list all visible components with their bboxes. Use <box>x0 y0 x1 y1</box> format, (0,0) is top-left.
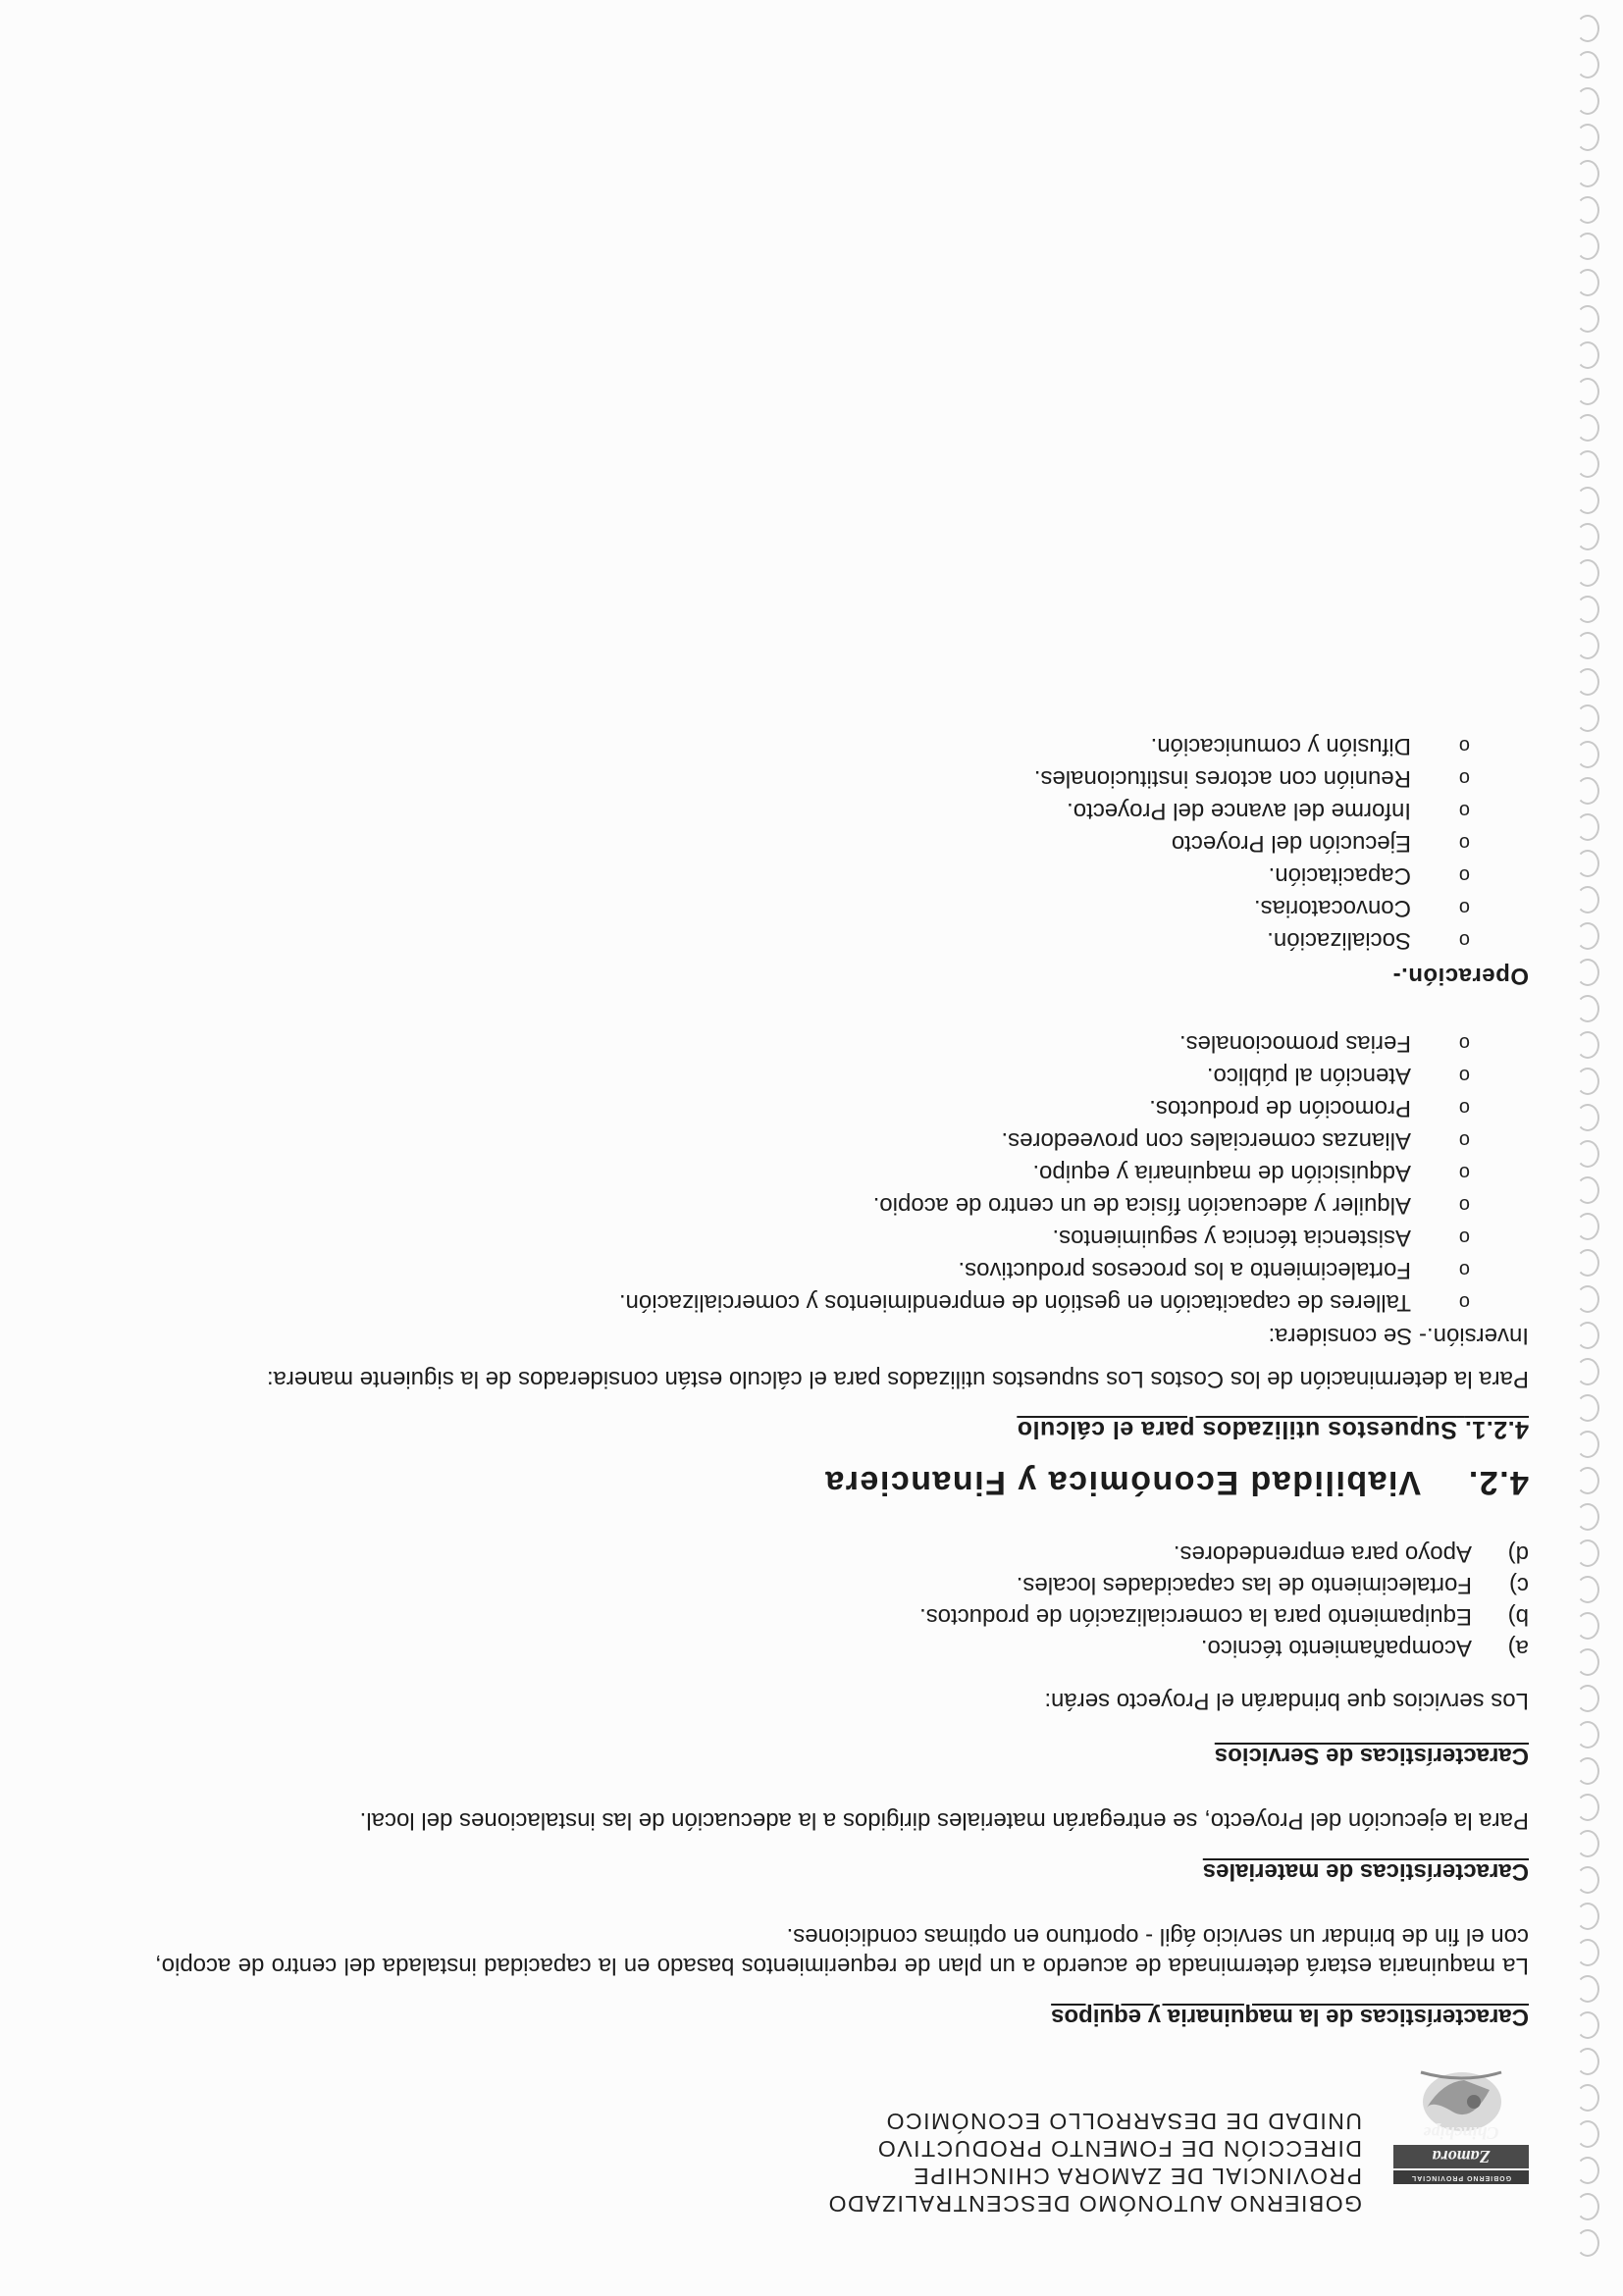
binding-ring <box>1576 1358 1599 1385</box>
maquinaria-heading: Características de la maquinaria y equipos <box>1051 2004 1529 2030</box>
list-item-text: Socialización. <box>1267 927 1411 954</box>
binding-ring <box>1576 378 1599 405</box>
binding-ring <box>1576 2084 1599 2112</box>
section-number: 4.2. <box>1467 1464 1529 1501</box>
list-item-text: Equipamiento para la comercialización de productos. <box>919 1603 1472 1630</box>
page-content <box>155 0 1529 2296</box>
binding-ring <box>1576 777 1599 805</box>
binding-ring <box>1576 51 1599 78</box>
binding-ring <box>1576 1140 1599 1168</box>
list-item <box>155 1158 1470 1187</box>
binding-ring <box>1576 2048 1599 2075</box>
list-item-text: Fortalecimiento de las capacidades locales. <box>1016 1572 1472 1598</box>
bullet-icon: o <box>1458 1226 1470 1248</box>
binding-ring <box>1576 704 1599 732</box>
bullet-icon: o <box>1458 1032 1470 1054</box>
list-item <box>155 1028 1470 1058</box>
list-item-label: d) <box>1507 1540 1529 1567</box>
list-item <box>155 925 1470 955</box>
binding-ring <box>1576 1431 1599 1458</box>
materiales-heading: Características de materiales <box>1202 1858 1529 1885</box>
list-item-text: Asistencia técnica y seguimientos. <box>1052 1225 1411 1251</box>
binding-ring <box>1576 2193 1599 2220</box>
list-item-text: Apoyo para emprendedores. <box>1173 1540 1472 1567</box>
binding-ring <box>1576 1794 1599 1821</box>
servicios-heading: Características de Servicios <box>1214 1743 1529 1769</box>
binding-ring <box>1576 487 1599 514</box>
binding-ring <box>1576 1648 1599 1676</box>
bullet-icon: o <box>1458 1065 1470 1086</box>
list-item <box>155 1601 1529 1631</box>
bullet-icon: o <box>1458 897 1470 918</box>
binding-ring <box>1576 1721 1599 1748</box>
inversion-label: Inversión.- Se considera: <box>1268 1323 1529 1349</box>
list-item-text: Ferias promocionales. <box>1178 1030 1411 1057</box>
letterhead-line: UNIDAD DE DESARROLLO ECONÓMICO <box>885 2109 1362 2134</box>
logo-name: Zamora Chinchipe <box>1393 2145 1529 2168</box>
list-item-text: Fortalecimiento a los procesos productivos. <box>958 1257 1411 1283</box>
binding-ring <box>1576 1757 1599 1785</box>
binding-ring <box>1576 1322 1599 1349</box>
list-item-text: Ejecución del Proyecto <box>1171 830 1411 857</box>
bullet-icon: o <box>1458 767 1470 789</box>
letterhead-text <box>548 2108 1362 2218</box>
binding-ring <box>1576 1176 1599 1204</box>
binding-ring <box>1576 559 1599 587</box>
binding-ring <box>1576 1249 1599 1277</box>
list-item-text: Reunión con actores institucionales. <box>1033 765 1411 792</box>
bullet-icon: o <box>1458 1291 1470 1313</box>
binding-ring <box>1576 1576 1599 1603</box>
bullet-icon: o <box>1458 1129 1470 1151</box>
list-item-text: Convocatorias. <box>1253 895 1411 921</box>
subsection-title-text: Supuestos utilizados para el cálculo <box>1017 1416 1457 1443</box>
list-item-text: Talleres de capacitación en gestión de emprendimientos y comercialización. <box>618 1289 1411 1316</box>
list-item-label: c) <box>1509 1572 1529 1598</box>
list-item <box>155 1190 1470 1220</box>
list-item <box>155 796 1470 825</box>
binding-ring <box>1576 1612 1599 1640</box>
list-item <box>155 763 1470 793</box>
binding-ring <box>1576 1866 1599 1894</box>
binding-ring <box>1576 523 1599 550</box>
letterhead-line: GOBIERNO AUTONÓMO DESCENTRALIZADO <box>827 2191 1362 2217</box>
binding-ring <box>1576 2011 1599 2039</box>
bullet-icon: o <box>1458 800 1470 821</box>
binding-ring <box>1576 15 1599 42</box>
list-item <box>155 828 1470 858</box>
binding-ring <box>1576 1467 1599 1494</box>
binding-ring <box>1576 450 1599 478</box>
binding-ring <box>1576 922 1599 950</box>
binding-ring <box>1576 2157 1599 2184</box>
binding-ring <box>1576 959 1599 986</box>
list-item <box>155 1223 1470 1252</box>
list-item-label: b) <box>1507 1603 1529 1630</box>
list-item-text: Acompañamiento técnico. <box>1200 1635 1472 1661</box>
binding-ring <box>1576 233 1599 260</box>
binding-ring <box>1576 850 1599 877</box>
binding-ring <box>1576 2229 1599 2257</box>
binding-ring <box>1576 1939 1599 1966</box>
bullet-icon: o <box>1458 1097 1470 1119</box>
binding-ring <box>1576 269 1599 296</box>
binding-ring <box>1576 196 1599 224</box>
bullet-icon: o <box>1458 864 1470 886</box>
binding-ring <box>1576 741 1599 768</box>
bullet-icon: o <box>1458 1194 1470 1216</box>
list-item-text: Alianzas comerciales con proveedores. <box>1001 1127 1411 1154</box>
list-item <box>155 1093 1470 1122</box>
logo <box>1382 2057 1529 2214</box>
maquinaria-paragraph: La maquinaria estará determinada de acuerdo a un plan de requerimientos basado en la capacidad instalada del centro de acopio, con el fin de brindar un servicio ágil - oportuno en optimas condiciones. <box>155 1923 1529 1979</box>
bullet-icon: o <box>1458 832 1470 854</box>
subsection-paragraph: Para la determinación de los Costos Los supuestos utilizados para el cálculo están considerados de la siguiente manera: <box>266 1366 1529 1392</box>
binding-ring <box>1576 160 1599 187</box>
binding-ring <box>1576 341 1599 369</box>
binding-ring <box>1576 1975 1599 2003</box>
list-item-text: Informe del avance del Proyecto. <box>1067 798 1411 824</box>
subsection-number: 4.2.1. <box>1464 1416 1529 1443</box>
bullet-icon: o <box>1458 1259 1470 1280</box>
list-item-text: Atención al público. <box>1206 1063 1411 1089</box>
binding-ring <box>1576 414 1599 442</box>
bullet-icon: o <box>1458 929 1470 951</box>
binding-ring <box>1576 87 1599 115</box>
binding-ring <box>1576 995 1599 1022</box>
binding-ring <box>1576 305 1599 333</box>
binding-ring <box>1576 1068 1599 1095</box>
list-item-text: Alquiler y adecuación física de un centro de acopio. <box>872 1192 1411 1219</box>
list-item-label: a) <box>1507 1635 1529 1661</box>
binding-ring <box>1576 1503 1599 1531</box>
binding-ring <box>1576 1031 1599 1059</box>
binding-ring <box>1576 1394 1599 1422</box>
bullet-icon: o <box>1458 735 1470 757</box>
binding-ring <box>1576 124 1599 151</box>
binding-ring <box>1576 668 1599 696</box>
list-item <box>155 1255 1470 1284</box>
letterhead <box>548 2051 1529 2218</box>
binding-ring <box>1576 1285 1599 1313</box>
servicios-intro: Los servicios que brindarán el Proyecto serán: <box>1044 1688 1529 1714</box>
binding-ring <box>1576 1903 1599 1930</box>
list-item <box>155 731 1470 760</box>
list-item-text: Promoción de productos. <box>1149 1095 1411 1122</box>
document-body <box>155 728 1529 2031</box>
binding-ring <box>1576 632 1599 659</box>
list-item-text: Difusión y comunicación. <box>1150 733 1411 759</box>
binding-ring <box>1576 2120 1599 2148</box>
inversion-list <box>155 1028 1529 1317</box>
list-item <box>155 1061 1470 1090</box>
binding-ring <box>1576 1685 1599 1712</box>
binding-ring <box>1576 1104 1599 1131</box>
binding-ring <box>1576 886 1599 913</box>
logo-top-text: GOBIERNO PROVINCIAL <box>1393 2170 1529 2184</box>
letterhead-line: PROVINCIAL DE ZAMORA CHINCHIPE <box>912 2164 1362 2189</box>
operacion-label: Operación.- <box>1392 963 1529 989</box>
operacion-list <box>155 731 1529 955</box>
list-item <box>155 893 1470 922</box>
list-item <box>155 1570 1529 1599</box>
materiales-paragraph: Para la ejecución del Proyecto, se entregarán materiales dirigidos a la adecuación de las instalaciones del local. <box>359 1807 1529 1834</box>
binding-ring <box>1576 813 1599 841</box>
binding-ring <box>1576 1830 1599 1857</box>
binding-ring <box>1576 1213 1599 1240</box>
list-item-text: Adquisición de maquinaria y equipo. <box>1032 1160 1411 1186</box>
binding-ring <box>1576 1539 1599 1567</box>
binding-ring <box>1576 596 1599 623</box>
list-item <box>155 1287 1470 1317</box>
list-item <box>155 1125 1470 1155</box>
list-item-text: Capacitación. <box>1268 862 1411 889</box>
letterhead-line: DIRECCIÓN DE FOMENTO PRODUCTIVO <box>876 2136 1362 2162</box>
section-title-text: Viabilidad Económica y Financiera <box>823 1464 1421 1501</box>
list-item <box>155 861 1470 890</box>
spiral-binding <box>1554 0 1623 2296</box>
subsection-title <box>155 1415 1529 1444</box>
servicios-list <box>155 1539 1529 1662</box>
section-title <box>155 1464 1529 1501</box>
bullet-icon: o <box>1458 1162 1470 1183</box>
list-item <box>155 1633 1529 1662</box>
list-item <box>155 1539 1529 1568</box>
